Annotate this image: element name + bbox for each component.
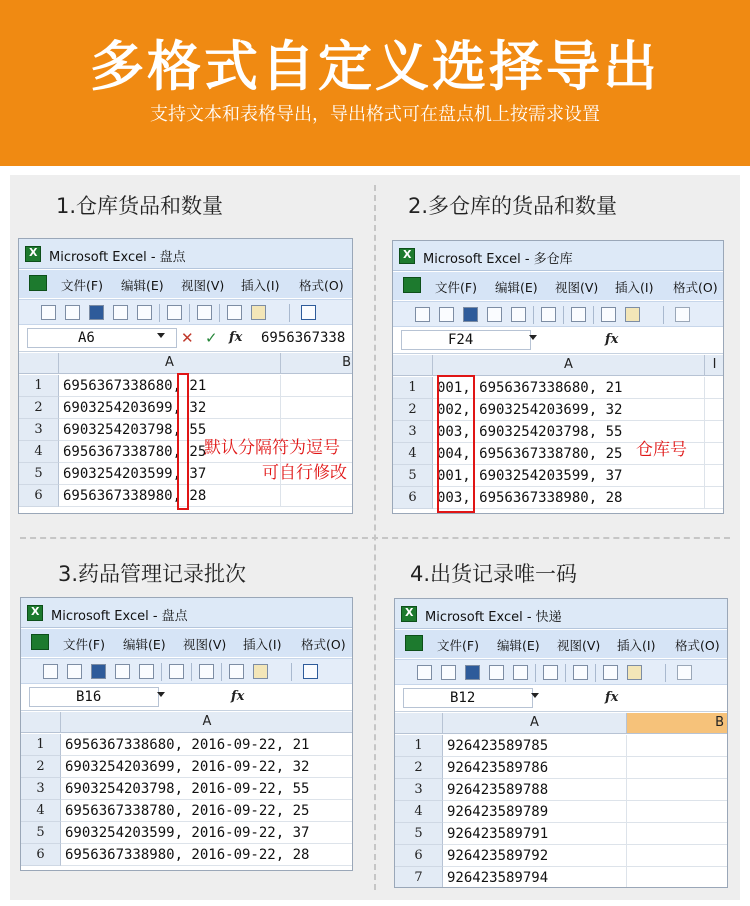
table-cell[interactable]: 6956367338780, 2016-09-22, 25 [61, 800, 353, 822]
menu-view[interactable]: 视图(V) [555, 280, 599, 295]
menu-view[interactable]: 视图(V) [557, 638, 601, 653]
chevron-down-icon[interactable] [157, 333, 165, 338]
new-icon[interactable] [41, 305, 56, 320]
column-header-a[interactable]: A [59, 353, 281, 374]
chevron-down-icon[interactable] [157, 692, 165, 697]
table-cell[interactable]: 003, 6903254203798, 55 [433, 421, 705, 443]
research-icon[interactable] [197, 305, 212, 320]
formula-bar [19, 326, 352, 352]
row-header[interactable]: 2 [395, 757, 443, 779]
copy-icon[interactable] [227, 305, 242, 320]
name-box[interactable]: A6 [27, 328, 177, 348]
column-header-b[interactable]: B [281, 353, 353, 374]
toolbar-separator [565, 664, 566, 682]
toolbar-separator [189, 304, 190, 322]
new-icon[interactable] [43, 664, 58, 679]
print-icon[interactable] [169, 664, 184, 679]
row-header[interactable]: 5 [393, 465, 433, 487]
table-cell[interactable]: 6903254203798, 2016-09-22, 55 [61, 778, 353, 800]
row-header[interactable]: 6 [395, 845, 443, 867]
table-cell[interactable]: 6956367338980, 2016-09-22, 28 [61, 844, 353, 866]
row-header[interactable]: 6 [393, 487, 433, 509]
menu-bar [395, 630, 727, 658]
menu-format[interactable]: 格式(O) [675, 638, 720, 653]
save-icon[interactable] [463, 307, 478, 322]
table-cell[interactable] [281, 375, 353, 397]
menu-file[interactable]: 文件(F) [63, 637, 105, 652]
row-header[interactable]: 7 [395, 867, 443, 888]
open-icon[interactable] [67, 664, 82, 679]
menu-edit[interactable]: 编辑(E) [495, 280, 538, 295]
standard-toolbar [19, 299, 352, 325]
menu-edit[interactable]: 编辑(E) [121, 278, 164, 293]
research-icon[interactable] [571, 307, 586, 322]
row-header[interactable]: 4 [393, 443, 433, 465]
column-header-a[interactable]: A [443, 713, 627, 734]
row-header[interactable]: 4 [19, 441, 59, 463]
standard-toolbar [393, 301, 723, 327]
print-preview-icon[interactable] [139, 664, 154, 679]
table-cell[interactable] [281, 485, 353, 507]
toolbar-separator [219, 304, 220, 322]
cancel-icon[interactable]: ✕ [181, 329, 194, 347]
print-icon[interactable] [541, 307, 556, 322]
copy-icon[interactable] [603, 665, 618, 680]
section-title-4: 4.出货记录唯一码 [410, 562, 578, 586]
table-cell[interactable] [705, 421, 724, 443]
window-titlebar [395, 599, 727, 629]
function-icon[interactable]: fx [605, 690, 619, 705]
excel-window-3 [20, 597, 353, 871]
section-title-2: 2.多仓库的货品和数量 [408, 194, 618, 218]
column-header-b[interactable]: B [627, 713, 728, 734]
menu-format[interactable]: 格式(O) [301, 637, 346, 652]
corner-cell[interactable] [19, 353, 59, 374]
row-header[interactable]: 1 [395, 735, 443, 757]
menu-insert[interactable]: 插入(I) [243, 637, 282, 652]
table-cell[interactable]: 6903254203599, 2016-09-22, 37 [61, 822, 353, 844]
table-cell[interactable]: 003, 6956367338980, 28 [433, 487, 705, 509]
excel-app-icon [401, 606, 417, 622]
table-cell[interactable]: 6956367338780, 25 [59, 441, 281, 463]
column-header-a[interactable]: A [433, 355, 705, 376]
menu-edit[interactable]: 编辑(E) [123, 637, 166, 652]
table-cell[interactable] [705, 487, 724, 509]
menu-view[interactable]: 视图(V) [183, 637, 227, 652]
name-box[interactable]: B16 [29, 687, 159, 707]
table-cell[interactable] [627, 823, 728, 845]
function-icon[interactable]: fx [229, 330, 243, 345]
row-header[interactable]: 1 [19, 375, 59, 397]
table-cell[interactable]: 926423589791 [443, 823, 627, 845]
enter-icon[interactable]: ✓ [205, 329, 218, 347]
toolbar-separator [159, 304, 160, 322]
function-icon[interactable]: fx [231, 689, 245, 704]
row-header[interactable]: 3 [21, 778, 61, 800]
header-banner [0, 0, 750, 166]
horizontal-divider [20, 537, 730, 539]
table-cell[interactable]: 002, 6903254203699, 32 [433, 399, 705, 421]
print-preview-icon[interactable] [137, 305, 152, 320]
undo-icon[interactable] [301, 305, 316, 320]
window-title: Microsoft Excel - 多仓库 [423, 252, 573, 267]
menu-file[interactable]: 文件(F) [435, 280, 477, 295]
table-cell[interactable]: 6956367338680, 2016-09-22, 21 [61, 734, 353, 756]
table-cell[interactable] [627, 867, 728, 888]
row-header[interactable]: 3 [19, 419, 59, 441]
menu-bar [19, 270, 352, 298]
formula-bar [393, 328, 723, 354]
table-cell[interactable]: 926423589788 [443, 779, 627, 801]
corner-cell[interactable] [21, 712, 61, 733]
toolbar-separator [291, 663, 292, 681]
menu-bar [393, 272, 723, 300]
paste-icon[interactable] [627, 665, 642, 680]
row-header[interactable]: 2 [393, 399, 433, 421]
menu-file[interactable]: 文件(F) [61, 278, 103, 293]
row-header[interactable]: 6 [21, 844, 61, 866]
toolbar-separator [593, 306, 594, 324]
toolbar-separator [533, 306, 534, 324]
table-cell[interactable]: 001, 6956367338680, 21 [433, 377, 705, 399]
window-title: Microsoft Excel - 盘点 [49, 250, 186, 265]
open-icon[interactable] [65, 305, 80, 320]
table-cell[interactable] [705, 377, 724, 399]
open-icon[interactable] [441, 665, 456, 680]
table-cell[interactable]: 6903254203798, 55 [59, 419, 281, 441]
toolbar-separator [663, 306, 664, 324]
column-header-a[interactable]: A [61, 712, 353, 733]
name-box[interactable]: F24 [401, 330, 531, 350]
print-preview-icon[interactable] [511, 307, 526, 322]
undo-icon[interactable] [675, 307, 690, 322]
row-header[interactable]: 5 [395, 823, 443, 845]
table-cell[interactable]: 6903254203599, 37 [59, 463, 281, 485]
menu-view[interactable]: 视图(V) [181, 278, 225, 293]
print-icon[interactable] [543, 665, 558, 680]
row-header[interactable]: 3 [393, 421, 433, 443]
name-box[interactable]: B12 [403, 688, 533, 708]
table-cell[interactable]: 926423589789 [443, 801, 627, 823]
table-cell[interactable] [705, 443, 724, 465]
permission-icon[interactable] [115, 664, 130, 679]
paste-icon[interactable] [251, 305, 266, 320]
menu-edit[interactable]: 编辑(E) [497, 638, 540, 653]
permission-icon[interactable] [489, 665, 504, 680]
excel-window-4 [394, 598, 728, 888]
row-header[interactable]: 1 [393, 377, 433, 399]
print-icon[interactable] [167, 305, 182, 320]
standard-toolbar [21, 658, 352, 684]
toolbar-separator [289, 304, 290, 322]
row-header[interactable]: 1 [21, 734, 61, 756]
table-cell[interactable]: 001, 6903254203599, 37 [433, 465, 705, 487]
permission-icon[interactable] [487, 307, 502, 322]
row-header[interactable]: 5 [19, 463, 59, 485]
permission-icon[interactable] [113, 305, 128, 320]
table-cell[interactable]: 6903254203699, 2016-09-22, 32 [61, 756, 353, 778]
row-header[interactable]: 4 [21, 800, 61, 822]
undo-icon[interactable] [677, 665, 692, 680]
save-icon[interactable] [91, 664, 106, 679]
undo-icon[interactable] [303, 664, 318, 679]
new-icon[interactable] [415, 307, 430, 322]
excel-app-icon [399, 248, 415, 264]
row-header[interactable]: 6 [19, 485, 59, 507]
toolbar-separator [161, 663, 162, 681]
table-cell[interactable] [705, 465, 724, 487]
section-title-3: 3.药品管理记录批次 [58, 562, 247, 586]
row-header[interactable]: 2 [21, 756, 61, 778]
table-cell[interactable]: 926423589786 [443, 757, 627, 779]
paste-icon[interactable] [253, 664, 268, 679]
toolbar-separator [191, 663, 192, 681]
research-icon[interactable] [199, 664, 214, 679]
menu-format[interactable]: 格式(O) [299, 278, 344, 293]
window-titlebar [21, 598, 352, 628]
table-cell[interactable] [705, 399, 724, 421]
menu-format[interactable]: 格式(O) [673, 280, 718, 295]
copy-icon[interactable] [229, 664, 244, 679]
open-icon[interactable] [439, 307, 454, 322]
row-header[interactable]: 4 [395, 801, 443, 823]
formula-bar [21, 685, 352, 711]
workbook-icon[interactable] [405, 635, 423, 651]
window-title: Microsoft Excel - 盘点 [51, 609, 188, 624]
chevron-down-icon[interactable] [529, 335, 537, 340]
page-title: 多格式自定义选择导出 [90, 35, 660, 98]
toolbar-separator [595, 664, 596, 682]
row-header[interactable]: 5 [21, 822, 61, 844]
toolbar-separator [665, 664, 666, 682]
table-cell[interactable] [281, 397, 353, 419]
print-preview-icon[interactable] [513, 665, 528, 680]
menu-bar [21, 629, 352, 657]
menu-file[interactable]: 文件(F) [437, 638, 479, 653]
window-titlebar [393, 241, 723, 271]
annotation-editable: 可自行修改 [262, 463, 347, 483]
menu-insert[interactable]: 插入(I) [241, 278, 280, 293]
toolbar-separator [221, 663, 222, 681]
save-icon[interactable] [465, 665, 480, 680]
new-icon[interactable] [417, 665, 432, 680]
table-cell[interactable] [627, 801, 728, 823]
section-title-1: 1.仓库货品和数量 [56, 194, 224, 218]
excel-window-2 [392, 240, 724, 514]
table-cell[interactable]: 6956367338680, 21 [59, 375, 281, 397]
toolbar-separator [563, 306, 564, 324]
row-header[interactable]: 2 [19, 397, 59, 419]
formula-value[interactable]: 6956367338 [261, 330, 346, 346]
row-header[interactable]: 3 [395, 779, 443, 801]
annotation-warehouse: 仓库号 [636, 440, 687, 460]
annotation-separator: 默认分隔符为逗号 [204, 438, 340, 458]
window-title: Microsoft Excel - 快递 [425, 610, 562, 625]
workbook-icon[interactable] [31, 634, 49, 650]
save-icon[interactable] [89, 305, 104, 320]
function-icon[interactable]: fx [605, 332, 619, 347]
highlight-separator-box [177, 373, 189, 510]
table-cell[interactable]: 6956367338980, 28 [59, 485, 281, 507]
table-cell[interactable] [627, 845, 728, 867]
table-cell[interactable]: 6903254203699, 32 [59, 397, 281, 419]
table-cell[interactable] [627, 735, 728, 757]
paste-icon[interactable] [625, 307, 640, 322]
highlight-warehouse-box [437, 375, 475, 513]
table-cell[interactable] [627, 779, 728, 801]
chevron-down-icon[interactable] [531, 693, 539, 698]
workbook-icon[interactable] [403, 277, 421, 293]
table-cell[interactable]: 926423589794 [443, 867, 627, 888]
menu-insert[interactable]: 插入(I) [615, 280, 654, 295]
menu-insert[interactable]: 插入(I) [617, 638, 656, 653]
corner-cell[interactable] [393, 355, 433, 376]
toolbar-separator [535, 664, 536, 682]
table-cell[interactable]: 004, 6956367338780, 25 [433, 443, 705, 465]
copy-icon[interactable] [601, 307, 616, 322]
table-cell[interactable]: 926423589792 [443, 845, 627, 867]
corner-cell[interactable] [395, 713, 443, 734]
workbook-icon[interactable] [29, 275, 47, 291]
column-header-next[interactable]: I [705, 355, 724, 376]
window-titlebar [19, 239, 352, 269]
page-subtitle: 支持文本和表格导出，导出格式可在盘点机上按需求设置 [150, 104, 600, 125]
excel-app-icon [25, 246, 41, 262]
standard-toolbar [395, 659, 727, 685]
table-cell[interactable] [627, 757, 728, 779]
excel-app-icon [27, 605, 43, 621]
formula-bar [395, 686, 727, 712]
research-icon[interactable] [573, 665, 588, 680]
table-cell[interactable]: 926423589785 [443, 735, 627, 757]
